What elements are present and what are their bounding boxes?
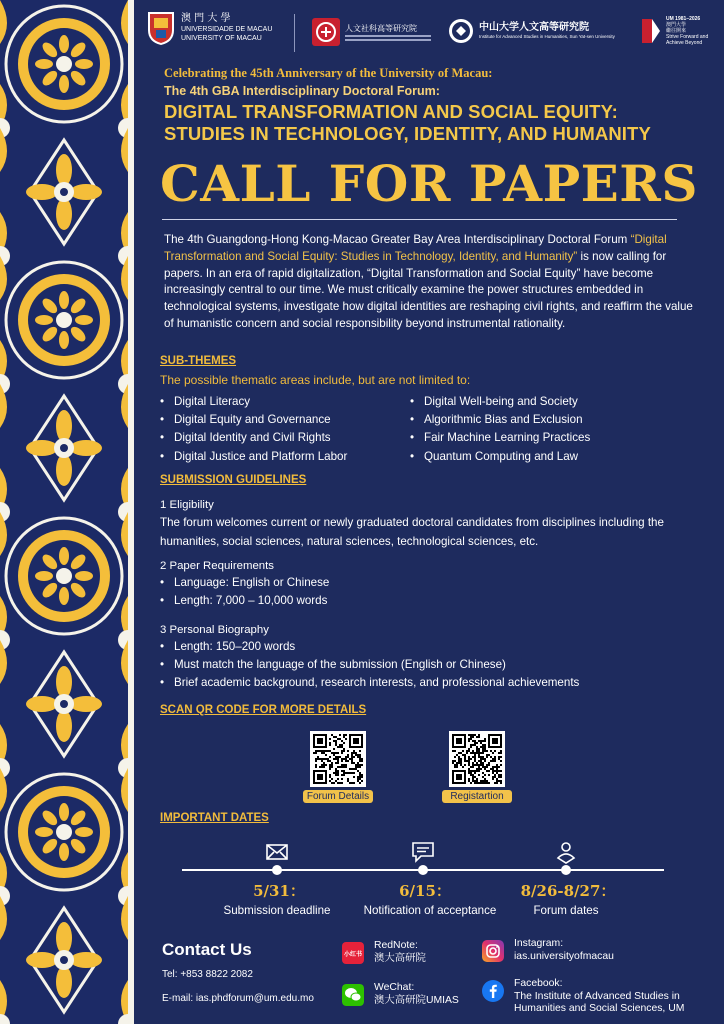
forum-theme-line-1: DIGITAL TRANSFORMATION AND SOCIAL EQUITY:	[164, 101, 618, 122]
list-item: • Length: 7,000 – 10,000 words	[160, 592, 700, 610]
eligibility-section	[160, 499, 700, 551]
list-item: • Digital Justice and Platform Labor	[160, 448, 347, 466]
wechat-icon	[342, 984, 364, 1006]
timeline-dot	[418, 865, 428, 875]
ias-um-subtext-line	[345, 39, 431, 41]
subthemes-column-1	[160, 393, 347, 466]
paper-requirements-label: 2 Paper Requirements	[160, 560, 274, 572]
intro-part-1: The 4th Guangdong-Hong Kong-Macao Greater Bay Area Interdisciplinary Doctoral Forum	[164, 233, 631, 246]
notification-label: Notification of acceptance	[363, 904, 497, 917]
rednote-value: 澳大高研院	[374, 952, 426, 964]
decorative-tile-strip	[0, 0, 128, 1024]
intro-part-2: is now calling for papers. In an era of rapid digitalization, “Digital Transformation and Social Equity” have become increasingly central to our time. We must critically examine the power structures embedded in technological systems, investigate how digital identities are reshaping civil rights, and reaffirm the value of humanistic concern and social responsibility beyond instrumental rationality.	[164, 249, 693, 330]
instagram-icon	[482, 940, 504, 962]
submission-deadline-label: Submission deadline	[223, 904, 331, 917]
qr-code-icon	[452, 734, 502, 784]
anniversary-slogan-2: Achieve Beyond	[666, 40, 703, 46]
sysu-ias-english-name: Institute for Advanced Studies in Humanities, Sun Yat-sen University	[479, 34, 615, 39]
eligibility-text: The forum welcomes current or newly graduated doctoral candidates from disciplines including the humanities, social sciences, natural sciences, technological sciences, etc.	[160, 516, 664, 548]
dates-heading: IMPORTANT DATES	[160, 812, 269, 824]
contact-tel: Tel: +853 8822 2082	[162, 969, 253, 980]
timeline-dot	[272, 865, 282, 875]
instagram-label: Instagram:	[514, 938, 564, 949]
user-pin-icon	[554, 840, 578, 864]
facebook-contact[interactable]	[482, 978, 684, 1016]
qr-registration-label[interactable]: Registartion	[442, 790, 512, 803]
azulejo-pattern	[0, 0, 128, 1024]
rednote-label: RedNote:	[374, 940, 418, 951]
chat-icon	[411, 840, 435, 864]
rednote-icon-text: 小红书	[343, 950, 362, 958]
call-for-papers-title: CALL FOR PAPERS	[160, 154, 698, 213]
facebook-value-line-1: The Institute of Advanced Studies in	[514, 990, 680, 1002]
anniversary-heading: Celebrating the 45th Anniversary of the University of Macau:	[164, 66, 493, 80]
um-chinese-name: 澳 門 大 學	[181, 13, 231, 24]
title-divider	[162, 219, 677, 220]
facebook-value-line-2: Humanities and Social Sciences, UM	[514, 1003, 685, 1014]
ias-um-chinese-name: 人文社科高等研究院	[345, 23, 417, 33]
contact-email[interactable]: E-mail: ias.phdforum@um.edu.mo	[162, 993, 314, 1004]
sysu-ias-chinese-name: 中山大学人文高等研究院	[479, 22, 589, 33]
list-item: • Digital Literacy	[160, 393, 347, 411]
qr-code-forum-details[interactable]	[310, 731, 366, 787]
instagram-value: ias.universityofmacau	[514, 950, 614, 962]
rednote-icon	[342, 942, 364, 964]
um-logo	[146, 10, 272, 46]
list-item: • Quantum Computing and Law	[410, 448, 590, 466]
list-item: • Digital Well-being and Society	[410, 393, 590, 411]
intro-paragraph	[164, 232, 694, 333]
eligibility-label: 1 Eligibility	[160, 499, 214, 511]
list-item: • Algorithmic Bias and Exclusion	[410, 411, 590, 429]
wechat-value: 澳大高研院UMIAS	[374, 994, 459, 1006]
anniversary-cn-2: 繼往開來	[666, 28, 687, 34]
facebook-label: Facebook:	[514, 978, 563, 989]
forum-theme-line-2: STUDIES IN TECHNOLOGY, IDENTITY, AND HUMANITY	[164, 123, 651, 144]
list-item: • Digital Identity and Civil Rights	[160, 429, 347, 447]
ias-um-subtext-line	[345, 35, 431, 37]
qr-code-icon	[313, 734, 363, 784]
anniversary-years: UM 1981–2026	[666, 16, 701, 22]
qr-code-registration[interactable]	[449, 731, 505, 787]
wechat-contact[interactable]	[342, 982, 459, 1007]
qr-registration[interactable]	[442, 731, 512, 803]
biography-label: 3 Personal Biography	[160, 624, 269, 636]
logo-bar	[134, 10, 724, 60]
qr-forum-details-label[interactable]: Forum Details	[303, 790, 373, 803]
um-portuguese-name: UNIVERSIDADE DE MACAU	[181, 26, 273, 33]
intro-theme-highlight: “Digital Transformation and Social Equity: Studies in Technology, Identity, and Humanity”	[164, 233, 667, 263]
qr-forum-details[interactable]	[303, 731, 373, 803]
date-submission: 5/31：	[253, 882, 305, 900]
anniversary-cn-1: 澳門大學	[666, 22, 687, 28]
list-item: • Length: 150–200 words	[160, 638, 700, 656]
um-crest-icon	[146, 10, 176, 46]
wechat-label: WeChat:	[374, 982, 415, 993]
ias-um-logo	[312, 18, 431, 46]
list-item: • Brief academic background, research interests, and professional achievements	[160, 674, 700, 692]
date-forum: 8/26-8/27：	[520, 882, 616, 900]
subthemes-lead: The possible thematic areas include, but are not limited to:	[160, 373, 471, 387]
um-english-name: UNIVERSITY OF MACAU	[181, 35, 262, 42]
qr-heading: SCAN QR CODE FOR MORE DETAILS	[160, 704, 367, 716]
biography-list	[160, 638, 700, 693]
facebook-icon	[482, 980, 504, 1002]
forum-dates-label: Forum dates	[533, 904, 599, 917]
anniversary-slogan-1: Strive Forward and	[666, 34, 709, 40]
paper-requirements-section	[160, 560, 700, 610]
biography-section	[160, 624, 700, 693]
list-item: • Digital Equity and Governance	[160, 411, 347, 429]
contact-heading: Contact Us	[162, 940, 252, 959]
forum-name: The 4th GBA Interdisciplinary Doctoral Forum:	[164, 84, 440, 98]
ias-seal-icon	[312, 18, 340, 46]
subthemes-heading: SUB-THEMES	[160, 355, 237, 367]
guidelines-heading: SUBMISSION GUIDELINES	[160, 474, 307, 486]
list-item: • Fair Machine Learning Practices	[410, 429, 590, 447]
poster-content	[134, 0, 724, 1024]
sysu-ias-logo	[448, 18, 615, 44]
instagram-contact[interactable]	[482, 938, 614, 963]
list-item: • Language: English or Chinese	[160, 574, 700, 592]
paper-requirements-list	[160, 574, 700, 610]
rednote-contact[interactable]	[342, 940, 426, 965]
date-notification: 6/15：	[399, 882, 451, 900]
anniversary-45-icon	[640, 17, 662, 45]
um-45-anniversary-logo	[640, 16, 708, 46]
mail-icon	[265, 840, 289, 864]
subthemes-column-2	[410, 393, 590, 466]
list-item: • Must match the language of the submission (English or Chinese)	[160, 656, 700, 674]
timeline-dot	[561, 865, 571, 875]
forum-theme-title	[164, 101, 709, 145]
sysu-emblem-icon	[448, 18, 474, 44]
logo-divider	[294, 14, 295, 52]
